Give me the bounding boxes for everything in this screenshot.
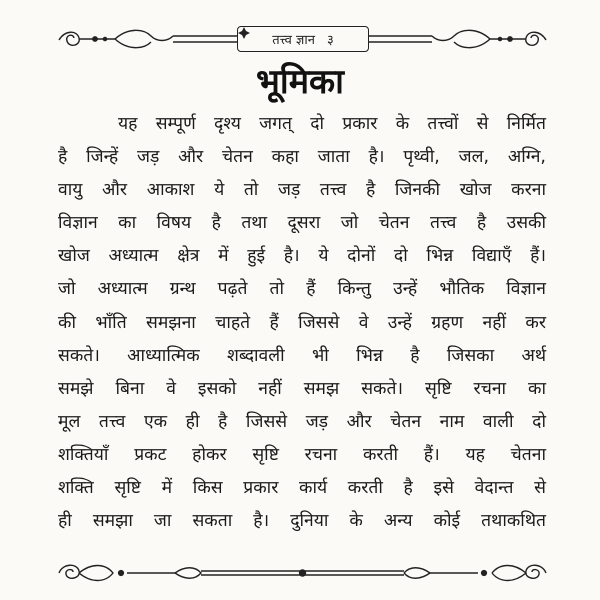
page-number: ३ (326, 33, 334, 48)
text-line: मूल तत्त्व एक ही है जिससे जड़ और चेतन नाम वाली दो (58, 411, 546, 432)
page-footer-ornament (55, 558, 550, 588)
text-line: खोज अध्यात्म क्षेत्र में हुई है। ये दोनों दो भिन्न विद्याएँ हैं। (58, 246, 546, 267)
text-line: यह सम्पूर्ण दृश्य जगत् दो प्रकार के तत्त्वों से निर्मित (118, 114, 546, 134)
text-line: शक्तियाँ प्रकट होकर सृष्टि रचना करती हैं। यह चेतना (58, 444, 546, 465)
body-text (58, 108, 546, 538)
text-line: ही समझा जा सकता है। दुनिया के अन्य कोई तथाकथित (58, 511, 546, 532)
text-line: की भाँति समझना चाहते हैं जिससे वे उन्हें ग्रहण नहीं कर (58, 312, 546, 333)
text-line: समझे बिना वे इसको नहीं समझ सकते। सृष्टि रचना का (58, 378, 546, 399)
text-line: सकते। आध्यात्मिक शब्दावली भी भिन्न है जिसका अर्थ (58, 345, 546, 366)
text-line: विज्ञान का विषय है तथा दूसरा जो चेतन तत्त्व है उसकी (58, 213, 546, 234)
page-header (55, 22, 550, 56)
running-title: तत्त्व ज्ञान (272, 33, 315, 48)
text-line: शक्ति सृष्टि में किस प्रकार कार्य करती है इसे वेदान्त से (58, 478, 546, 499)
text-line: जो अध्यात्म ग्रन्थ पढ़ते तो हैं किन्तु उन्हें भौतिक विज्ञान (58, 279, 546, 300)
chapter-heading: भूमिका (256, 62, 344, 102)
text-line: वायु और आकाश ये तो जड़ तत्त्व है जिनकी खोज करना (58, 180, 546, 201)
text-line: है जिन्हें जड़ और चेतन कहा जाता है। पृथ्वी, जल, अग्नि, (58, 147, 546, 168)
running-header-box (237, 26, 369, 52)
footer-flourish-icon (55, 558, 550, 588)
